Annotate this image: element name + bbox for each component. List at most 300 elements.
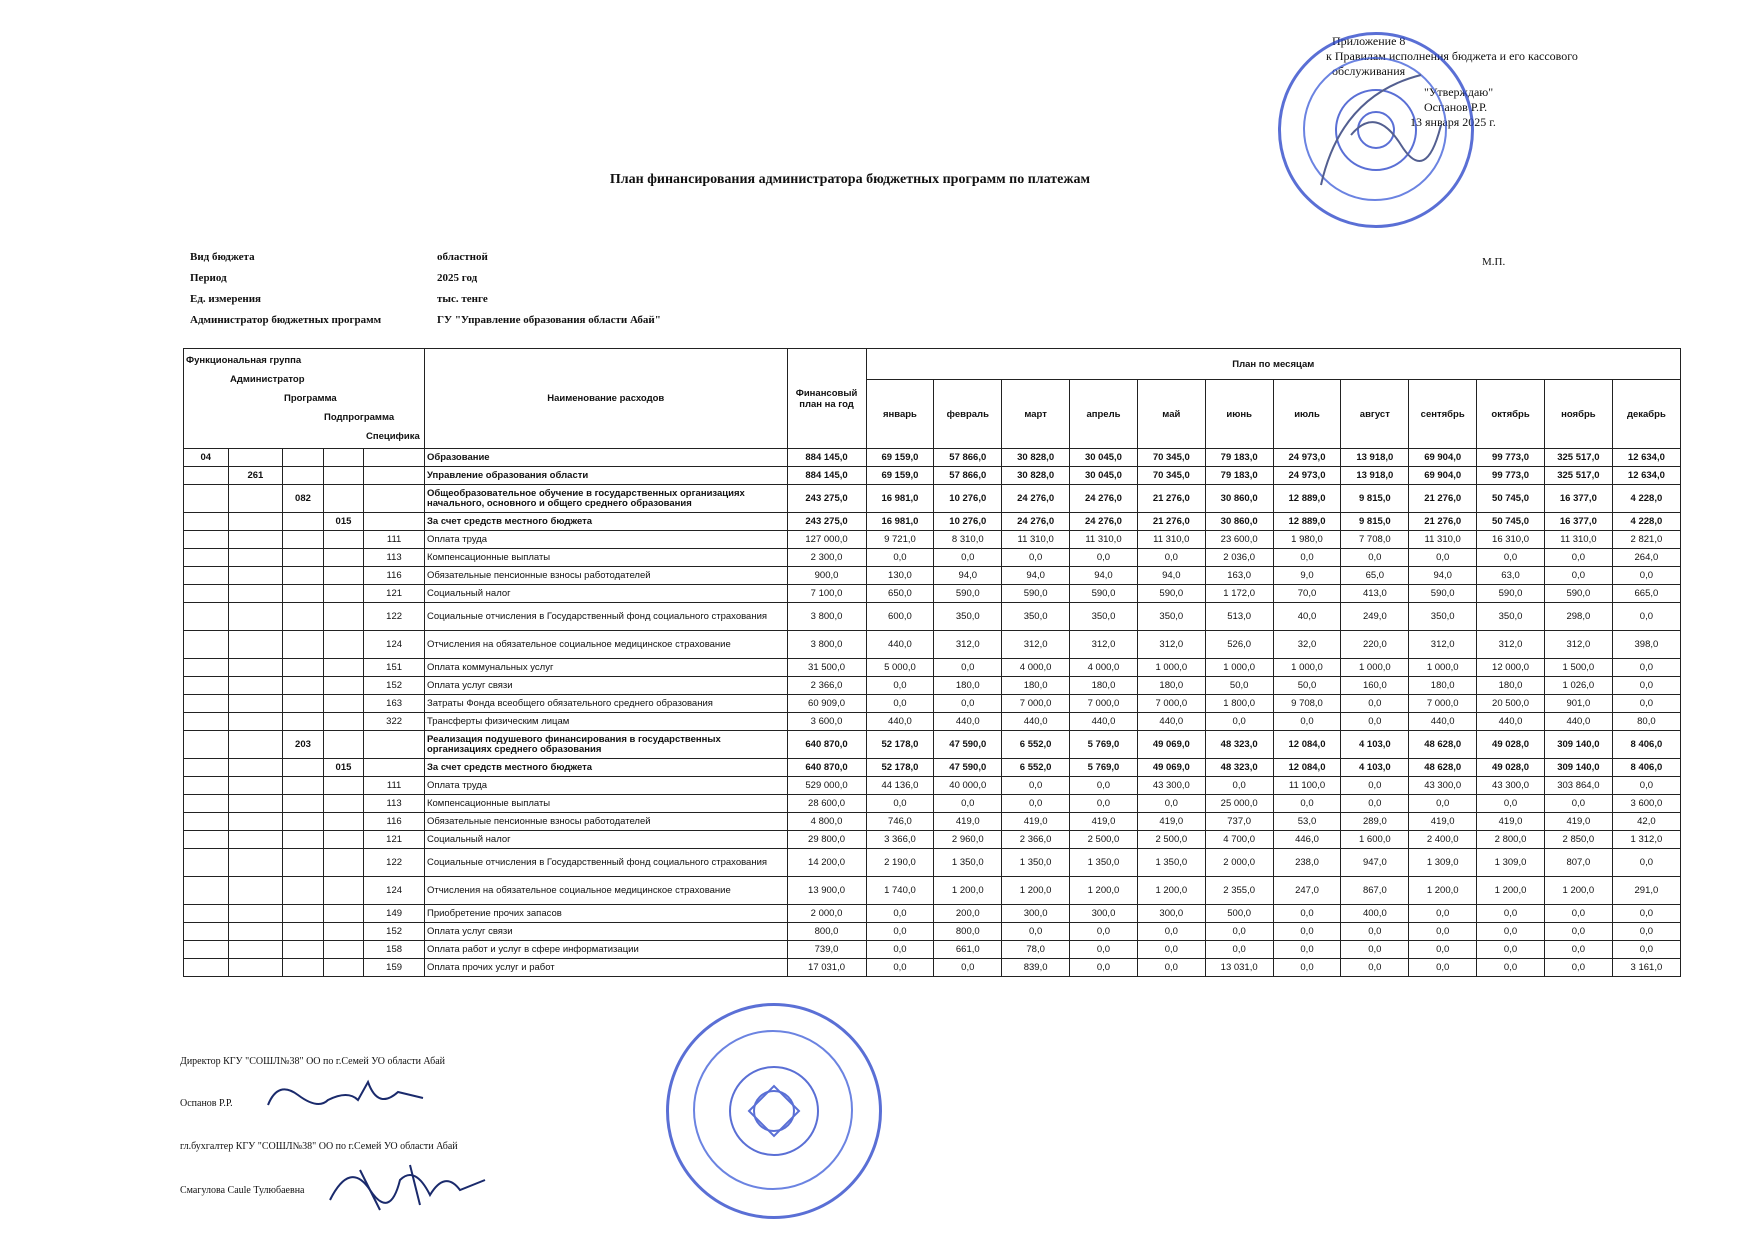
code-subprogram xyxy=(323,549,364,567)
month-value: 526,0 xyxy=(1205,631,1273,659)
code-spec: 163 xyxy=(364,695,425,713)
code-program xyxy=(283,585,324,603)
month-value: 180,0 xyxy=(1409,677,1477,695)
month-value: 12 000,0 xyxy=(1477,659,1545,677)
code-subprogram xyxy=(323,603,364,631)
month-value: 11 310,0 xyxy=(1137,531,1205,549)
month-value: 8 310,0 xyxy=(934,531,1002,549)
code-spec xyxy=(364,731,425,759)
month-value: 901,0 xyxy=(1544,695,1612,713)
month-value: 312,0 xyxy=(1070,631,1138,659)
month-value: 13 918,0 xyxy=(1341,449,1409,467)
month-value: 1 980,0 xyxy=(1273,531,1341,549)
page-title: План финансирования администратора бюджетных программ по платежам xyxy=(609,172,1091,187)
month-value: 746,0 xyxy=(866,813,934,831)
code-group xyxy=(184,941,229,959)
code-admin xyxy=(228,513,283,531)
annual-plan: 884 145,0 xyxy=(787,449,866,467)
expense-name: Приобретение прочих запасов xyxy=(424,905,787,923)
month-value: 47 590,0 xyxy=(934,731,1002,759)
month-value: 9 815,0 xyxy=(1341,485,1409,513)
expense-name: Отчисления на обязательное социальное медицинское страхование xyxy=(424,631,787,659)
month-value: 440,0 xyxy=(1409,713,1477,731)
month-value: 440,0 xyxy=(934,713,1002,731)
month-value: 1 200,0 xyxy=(1070,877,1138,905)
month-value: 0,0 xyxy=(1273,905,1341,923)
month-value: 350,0 xyxy=(1409,603,1477,631)
month-value: 0,0 xyxy=(1612,677,1680,695)
code-admin xyxy=(228,449,283,467)
month-value: 0,0 xyxy=(1273,941,1341,959)
header-spec: Специфика xyxy=(366,431,420,442)
code-program xyxy=(283,959,324,977)
month-value: 57 866,0 xyxy=(934,467,1002,485)
code-spec: 159 xyxy=(364,959,425,977)
code-group xyxy=(184,531,229,549)
month-value: 94,0 xyxy=(1070,567,1138,585)
header-month: май xyxy=(1137,380,1205,449)
month-value: 65,0 xyxy=(1341,567,1409,585)
code-admin xyxy=(228,485,283,513)
month-value: 12 889,0 xyxy=(1273,513,1341,531)
month-value: 1 200,0 xyxy=(1544,877,1612,905)
month-value: 0,0 xyxy=(1002,777,1070,795)
month-value: 94,0 xyxy=(934,567,1002,585)
code-program xyxy=(283,567,324,585)
month-value: 0,0 xyxy=(1205,923,1273,941)
month-value: 0,0 xyxy=(1409,923,1477,941)
code-admin xyxy=(228,585,283,603)
month-value: 0,0 xyxy=(1070,549,1138,567)
code-admin xyxy=(228,941,283,959)
month-value: 300,0 xyxy=(1070,905,1138,923)
month-value: 0,0 xyxy=(1544,959,1612,977)
month-value: 0,0 xyxy=(1341,777,1409,795)
month-value: 12 634,0 xyxy=(1612,449,1680,467)
month-value: 24 973,0 xyxy=(1273,449,1341,467)
code-program xyxy=(283,813,324,831)
month-value: 180,0 xyxy=(1002,677,1070,695)
month-value: 650,0 xyxy=(866,585,934,603)
month-value: 2 000,0 xyxy=(1205,849,1273,877)
month-value: 0,0 xyxy=(934,695,1002,713)
table-row xyxy=(184,905,1681,923)
month-value: 30 860,0 xyxy=(1205,513,1273,531)
month-value: 600,0 xyxy=(866,603,934,631)
month-value: 2 800,0 xyxy=(1477,831,1545,849)
month-value: 0,0 xyxy=(1341,549,1409,567)
month-value: 0,0 xyxy=(1273,923,1341,941)
annual-plan: 243 275,0 xyxy=(787,513,866,531)
month-value: 590,0 xyxy=(1477,585,1545,603)
month-value: 2 190,0 xyxy=(866,849,934,877)
code-subprogram xyxy=(323,677,364,695)
expense-name: Оплата труда xyxy=(424,531,787,549)
table-row xyxy=(184,513,1681,531)
month-value: 0,0 xyxy=(1070,941,1138,959)
code-admin xyxy=(228,777,283,795)
director-signature xyxy=(258,1070,428,1120)
approval-line-2: к Правилам исполнения бюджета и его кассового xyxy=(1326,49,1578,63)
code-group xyxy=(184,731,229,759)
month-value: 79 183,0 xyxy=(1205,449,1273,467)
month-value: 49 069,0 xyxy=(1137,731,1205,759)
director-name: Оспанов Р.Р. xyxy=(180,1098,233,1109)
table-row xyxy=(184,695,1681,713)
month-value: 44 136,0 xyxy=(866,777,934,795)
table-row xyxy=(184,795,1681,813)
month-value: 0,0 xyxy=(1070,923,1138,941)
code-spec xyxy=(364,759,425,777)
month-value: 325 517,0 xyxy=(1544,449,1612,467)
month-value: 1 200,0 xyxy=(934,877,1002,905)
month-value: 1 200,0 xyxy=(1002,877,1070,905)
financing-plan-table xyxy=(183,348,1681,977)
table-row xyxy=(184,631,1681,659)
annual-plan: 3 800,0 xyxy=(787,631,866,659)
expense-name: Трансферты физическим лицам xyxy=(424,713,787,731)
code-program xyxy=(283,677,324,695)
month-value: 0,0 xyxy=(866,695,934,713)
code-subprogram xyxy=(323,777,364,795)
header-month: сентябрь xyxy=(1409,380,1477,449)
month-value: 300,0 xyxy=(1137,905,1205,923)
code-admin xyxy=(228,631,283,659)
header-month: июль xyxy=(1273,380,1341,449)
header-plan: Финансовый план на год xyxy=(787,349,866,449)
month-value: 20 500,0 xyxy=(1477,695,1545,713)
month-value: 0,0 xyxy=(1612,905,1680,923)
code-subprogram: 015 xyxy=(323,759,364,777)
code-subprogram xyxy=(323,905,364,923)
month-value: 0,0 xyxy=(1612,849,1680,877)
code-program xyxy=(283,923,324,941)
month-value: 30 828,0 xyxy=(1002,449,1070,467)
month-value: 440,0 xyxy=(1002,713,1070,731)
month-value: 43 300,0 xyxy=(1477,777,1545,795)
code-spec: 113 xyxy=(364,549,425,567)
month-value: 1 000,0 xyxy=(1273,659,1341,677)
meta-value: областной xyxy=(437,251,488,263)
month-value: 440,0 xyxy=(866,713,934,731)
month-value: 8 406,0 xyxy=(1612,759,1680,777)
header-months-title: План по месяцам xyxy=(866,349,1680,380)
expense-name: За счет средств местного бюджета xyxy=(424,759,787,777)
code-admin xyxy=(228,877,283,905)
code-group xyxy=(184,513,229,531)
code-group xyxy=(184,777,229,795)
code-group xyxy=(184,959,229,977)
month-value: 1 350,0 xyxy=(1070,849,1138,877)
code-group xyxy=(184,813,229,831)
month-value: 80,0 xyxy=(1612,713,1680,731)
month-value: 0,0 xyxy=(1002,795,1070,813)
month-value: 160,0 xyxy=(1341,677,1409,695)
month-value: 440,0 xyxy=(866,631,934,659)
month-value: 180,0 xyxy=(1137,677,1205,695)
code-spec: 116 xyxy=(364,567,425,585)
month-value: 8 406,0 xyxy=(1612,731,1680,759)
month-value: 0,0 xyxy=(1544,567,1612,585)
table-row xyxy=(184,549,1681,567)
month-value: 1 350,0 xyxy=(1002,849,1070,877)
month-value: 419,0 xyxy=(1544,813,1612,831)
month-value: 11 310,0 xyxy=(1002,531,1070,549)
month-value: 312,0 xyxy=(1544,631,1612,659)
code-subprogram xyxy=(323,631,364,659)
month-value: 419,0 xyxy=(1409,813,1477,831)
month-value: 78,0 xyxy=(1002,941,1070,959)
code-subprogram xyxy=(323,731,364,759)
month-value: 0,0 xyxy=(1612,659,1680,677)
month-value: 30 860,0 xyxy=(1205,485,1273,513)
code-admin xyxy=(228,531,283,549)
month-value: 48 628,0 xyxy=(1409,759,1477,777)
annual-plan: 884 145,0 xyxy=(787,467,866,485)
month-value: 312,0 xyxy=(1137,631,1205,659)
accountant-label: гл.бухгалтер КГУ "СОШЛ№38" ОО по г.Семей УО области Абай xyxy=(180,1141,458,1152)
code-group xyxy=(184,713,229,731)
month-value: 2 960,0 xyxy=(934,831,1002,849)
month-value: 312,0 xyxy=(934,631,1002,659)
month-value: 0,0 xyxy=(1409,795,1477,813)
annual-plan: 7 100,0 xyxy=(787,585,866,603)
month-value: 163,0 xyxy=(1205,567,1273,585)
code-subprogram xyxy=(323,795,364,813)
meta-value: ГУ "Управление образования области Абай" xyxy=(437,314,661,326)
month-value: 737,0 xyxy=(1205,813,1273,831)
month-value: 2 355,0 xyxy=(1205,877,1273,905)
table-row xyxy=(184,531,1681,549)
code-group xyxy=(184,849,229,877)
month-value: 867,0 xyxy=(1341,877,1409,905)
month-value: 1 309,0 xyxy=(1477,849,1545,877)
code-subprogram xyxy=(323,567,364,585)
month-value: 1 350,0 xyxy=(934,849,1002,877)
code-spec xyxy=(364,449,425,467)
month-value: 325 517,0 xyxy=(1544,467,1612,485)
month-value: 350,0 xyxy=(934,603,1002,631)
month-value: 5 769,0 xyxy=(1070,759,1138,777)
month-value: 1 600,0 xyxy=(1341,831,1409,849)
month-value: 5 769,0 xyxy=(1070,731,1138,759)
month-value: 30 045,0 xyxy=(1070,467,1138,485)
code-subprogram xyxy=(323,695,364,713)
month-value: 4 000,0 xyxy=(1070,659,1138,677)
code-program xyxy=(283,905,324,923)
month-value: 7 000,0 xyxy=(1002,695,1070,713)
month-value: 180,0 xyxy=(1070,677,1138,695)
month-value: 0,0 xyxy=(1205,777,1273,795)
month-value: 309 140,0 xyxy=(1544,759,1612,777)
month-value: 590,0 xyxy=(1137,585,1205,603)
month-value: 21 276,0 xyxy=(1409,513,1477,531)
annual-plan: 900,0 xyxy=(787,567,866,585)
table-row xyxy=(184,659,1681,677)
month-value: 0,0 xyxy=(1477,549,1545,567)
code-group xyxy=(184,877,229,905)
month-value: 50,0 xyxy=(1205,677,1273,695)
seal-emblem-icon xyxy=(1281,35,1471,225)
code-subprogram xyxy=(323,941,364,959)
expense-name: Реализация подушевого финансирования в государственных организациях среднего образования xyxy=(424,731,787,759)
month-value: 1 350,0 xyxy=(1137,849,1205,877)
code-admin: 261 xyxy=(228,467,283,485)
code-program xyxy=(283,467,324,485)
annual-plan: 13 900,0 xyxy=(787,877,866,905)
month-value: 9 721,0 xyxy=(866,531,934,549)
code-spec: 124 xyxy=(364,877,425,905)
month-value: 1 000,0 xyxy=(1137,659,1205,677)
month-value: 2 821,0 xyxy=(1612,531,1680,549)
code-group xyxy=(184,631,229,659)
month-value: 419,0 xyxy=(1002,813,1070,831)
seal-emblem-icon xyxy=(669,1006,879,1216)
month-value: 130,0 xyxy=(866,567,934,585)
header-group: Функциональная группа xyxy=(186,355,302,366)
month-value: 40,0 xyxy=(1273,603,1341,631)
month-value: 50 745,0 xyxy=(1477,513,1545,531)
code-admin xyxy=(228,731,283,759)
annual-plan: 4 800,0 xyxy=(787,813,866,831)
month-value: 12 084,0 xyxy=(1273,731,1341,759)
code-subprogram xyxy=(323,923,364,941)
expense-name: Затраты Фонда всеобщего обязательного среднего образования xyxy=(424,695,787,713)
month-value: 2 500,0 xyxy=(1070,831,1138,849)
month-value: 16 981,0 xyxy=(866,485,934,513)
month-value: 79 183,0 xyxy=(1205,467,1273,485)
table-row xyxy=(184,449,1681,467)
month-value: 0,0 xyxy=(1341,923,1409,941)
code-subprogram xyxy=(323,831,364,849)
month-value: 0,0 xyxy=(1341,695,1409,713)
month-value: 48 323,0 xyxy=(1205,731,1273,759)
month-value: 42,0 xyxy=(1612,813,1680,831)
month-value: 4 103,0 xyxy=(1341,759,1409,777)
code-admin xyxy=(228,659,283,677)
code-group xyxy=(184,795,229,813)
code-spec: 113 xyxy=(364,795,425,813)
month-value: 25 000,0 xyxy=(1205,795,1273,813)
month-value: 419,0 xyxy=(1477,813,1545,831)
month-value: 3 366,0 xyxy=(866,831,934,849)
table-row xyxy=(184,731,1681,759)
code-admin xyxy=(228,695,283,713)
annual-plan: 2 000,0 xyxy=(787,905,866,923)
month-value: 180,0 xyxy=(1477,677,1545,695)
month-value: 21 276,0 xyxy=(1137,513,1205,531)
code-spec: 158 xyxy=(364,941,425,959)
month-value: 0,0 xyxy=(1205,713,1273,731)
month-value: 32,0 xyxy=(1273,631,1341,659)
month-value: 69 159,0 xyxy=(866,467,934,485)
month-value: 52 178,0 xyxy=(866,759,934,777)
month-value: 238,0 xyxy=(1273,849,1341,877)
month-value: 590,0 xyxy=(1409,585,1477,603)
code-program xyxy=(283,549,324,567)
code-subprogram xyxy=(323,813,364,831)
month-value: 11 310,0 xyxy=(1409,531,1477,549)
table-row xyxy=(184,467,1681,485)
code-group xyxy=(184,585,229,603)
month-value: 99 773,0 xyxy=(1477,449,1545,467)
meta-key: Администратор бюджетных программ xyxy=(190,314,382,326)
code-program: 082 xyxy=(283,485,324,513)
code-admin xyxy=(228,923,283,941)
code-admin xyxy=(228,905,283,923)
month-value: 11 310,0 xyxy=(1070,531,1138,549)
code-program xyxy=(283,513,324,531)
month-value: 0,0 xyxy=(1612,923,1680,941)
month-value: 13 918,0 xyxy=(1341,467,1409,485)
month-value: 0,0 xyxy=(866,795,934,813)
code-spec: 121 xyxy=(364,831,425,849)
month-value: 0,0 xyxy=(1544,923,1612,941)
month-value: 24 973,0 xyxy=(1273,467,1341,485)
code-spec xyxy=(364,485,425,513)
month-value: 0,0 xyxy=(1002,923,1070,941)
month-value: 0,0 xyxy=(1002,549,1070,567)
month-value: 49 028,0 xyxy=(1477,731,1545,759)
month-value: 312,0 xyxy=(1477,631,1545,659)
month-value: 0,0 xyxy=(1341,959,1409,977)
month-value: 0,0 xyxy=(1273,713,1341,731)
month-value: 0,0 xyxy=(1612,567,1680,585)
meta-key: Вид бюджета xyxy=(190,251,255,263)
month-value: 12 634,0 xyxy=(1612,467,1680,485)
header-subprogram: Подпрограмма xyxy=(324,412,395,423)
month-value: 48 628,0 xyxy=(1409,731,1477,759)
expense-name: Оплата прочих услуг и работ xyxy=(424,959,787,977)
expense-name: Оплата услуг связи xyxy=(424,923,787,941)
code-subprogram: 015 xyxy=(323,513,364,531)
code-group xyxy=(184,603,229,631)
month-value: 0,0 xyxy=(1137,941,1205,959)
meta-key: Ед. измерения xyxy=(190,293,262,305)
month-value: 94,0 xyxy=(1137,567,1205,585)
header-name: Наименование расходов xyxy=(424,349,787,449)
month-value: 16 377,0 xyxy=(1544,485,1612,513)
table-row xyxy=(184,713,1681,731)
month-value: 24 276,0 xyxy=(1070,485,1138,513)
month-value: 5 000,0 xyxy=(866,659,934,677)
month-value: 298,0 xyxy=(1544,603,1612,631)
month-value: 43 300,0 xyxy=(1137,777,1205,795)
code-subprogram xyxy=(323,659,364,677)
month-value: 0,0 xyxy=(1477,905,1545,923)
table-row xyxy=(184,759,1681,777)
month-value: 70,0 xyxy=(1273,585,1341,603)
annual-plan: 529 000,0 xyxy=(787,777,866,795)
month-value: 1 740,0 xyxy=(866,877,934,905)
code-program xyxy=(283,759,324,777)
month-value: 312,0 xyxy=(1409,631,1477,659)
code-subprogram xyxy=(323,585,364,603)
month-value: 16 981,0 xyxy=(866,513,934,531)
expense-name: Компенсационные выплаты xyxy=(424,795,787,813)
code-spec: 149 xyxy=(364,905,425,923)
code-spec: 116 xyxy=(364,813,425,831)
header-month: март xyxy=(1002,380,1070,449)
month-value: 2 400,0 xyxy=(1409,831,1477,849)
code-program xyxy=(283,531,324,549)
code-program xyxy=(283,449,324,467)
month-value: 0,0 xyxy=(934,549,1002,567)
month-value: 1 500,0 xyxy=(1544,659,1612,677)
annual-plan: 28 600,0 xyxy=(787,795,866,813)
month-value: 312,0 xyxy=(1002,631,1070,659)
month-value: 0,0 xyxy=(1070,795,1138,813)
